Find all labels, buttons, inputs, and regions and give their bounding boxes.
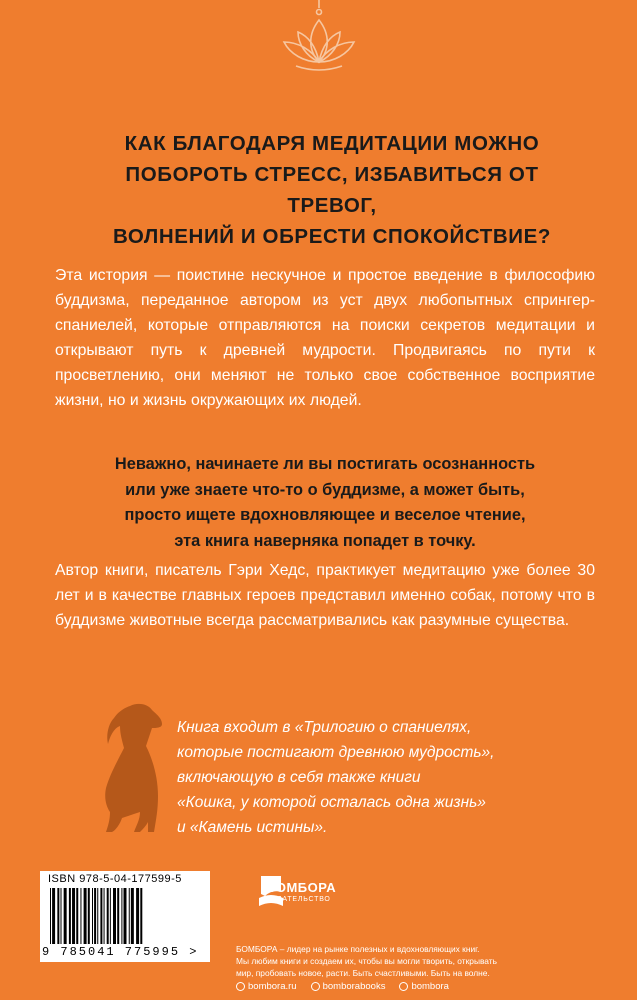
barcode-bar (107, 888, 109, 944)
social-website-label: bombora.ru (248, 981, 297, 992)
social-vk[interactable] (311, 981, 386, 992)
ean-digits: 9 785041 775995 > (42, 945, 199, 959)
author-paragraph: Автор книги, писатель Гэри Хедс, практикует медитацию уже более 30 лет и в качестве главных героев представил именно собак, потому что в буддизме животные всегда рассматривались как разумные существа. (55, 562, 595, 629)
isbn-text: ISBN 978-5-04-177599-5 (48, 873, 182, 885)
highlight-line: просто ищете вдохновляющее и веселое чтение, (124, 506, 526, 524)
headline-line: ПОБОРОТЬ СТРЕСС, ИЗБАВИТЬСЯ ОТ ТРЕВОГ, (125, 163, 539, 217)
barcode-bar (84, 888, 87, 944)
barcode-bar (140, 888, 142, 944)
tagline-line: БОМБОРА – лидер на рынке полезных и вдохновляющих книг. (236, 944, 480, 954)
series-line: включающую в себя также книги (177, 769, 421, 786)
barcode-bar (80, 888, 81, 944)
social-vk-label: bomborabooks (322, 981, 386, 992)
social-website[interactable] (236, 981, 297, 992)
highlight-paragraph (55, 452, 595, 554)
barcode-box (40, 871, 210, 962)
social-icon (399, 982, 408, 991)
series-line: которые постигают древнюю мудрость», (177, 744, 495, 761)
description-paragraph: Эта история — поистине нескучное и простое введение в философию буддизма, переданное автором из уст двух любопытных спрингер-спаниелей, которые отправляются на поиски секретов медитации и открывают путь к древней мудрости. Продвигаясь по пути к просветлению, они меняют не только свое собственное восприятие жизни, но и жизнь окружающих их людей. (55, 267, 595, 409)
highlight-line: Неважно, начинаете ли вы постигать осознанность (114, 455, 536, 473)
tagline-line: мир, пробовать новое, расти. Быть счастливыми. Быть на волне. (236, 968, 490, 978)
publisher-tagline (236, 943, 626, 979)
barcode-bar (88, 888, 90, 944)
barcode-bar (97, 888, 98, 944)
publisher-name: БОМБОРА (266, 880, 337, 895)
barcode-bar (100, 888, 102, 944)
publisher-subtitle: ИЗДАТЕЛЬСТВО (266, 896, 331, 903)
barcode-bar (64, 888, 67, 944)
barcode-bar (121, 888, 122, 944)
barcode-bar (104, 888, 105, 944)
barcode-bar (50, 888, 51, 944)
website-icon (236, 982, 245, 991)
headline (82, 128, 582, 252)
series-line: и «Камень истины». (177, 819, 328, 836)
barcode-bar (69, 888, 71, 944)
barcode-bar (113, 888, 116, 944)
vk-icon (311, 982, 320, 991)
headline-line: КАК БЛАГОДАРЯ МЕДИТАЦИИ МОЖНО (124, 132, 540, 155)
barcode-bar (94, 888, 96, 944)
barcode-bar (129, 888, 130, 944)
barcode-bars (50, 888, 200, 944)
barcode-bar (92, 888, 93, 944)
barcode-bar (131, 888, 134, 944)
barcode-bar (52, 888, 55, 944)
series-line: «Кошка, у которой осталась одна жизнь» (177, 794, 486, 811)
barcode-bar (61, 888, 62, 944)
barcode-bar (76, 888, 78, 944)
social-other[interactable] (399, 981, 449, 992)
barcode-bar (110, 888, 111, 944)
barcode-bar (117, 888, 119, 944)
dog-silhouette-icon (100, 700, 164, 840)
tagline-line: Мы любим книги и создаем их, чтобы вы могли творить, открывать (236, 956, 497, 966)
barcode-bar (124, 888, 127, 944)
lotus-icon (268, 0, 370, 82)
barcode-bar (72, 888, 75, 944)
highlight-line: или уже знаете что-то о буддизме, а может быть, (125, 480, 525, 499)
highlight-line: эта книга наверняка попадет в точку. (174, 531, 476, 550)
social-links (236, 981, 449, 992)
series-line: Книга входит в «Трилогию о спаниелях, (177, 719, 472, 736)
social-other-label: bombora (411, 981, 449, 992)
barcode-bar (57, 888, 59, 944)
headline-line: ВОЛНЕНИЙ И ОБРЕСТИ СПОКОЙСТВИЕ? (112, 225, 552, 248)
series-note (177, 715, 537, 840)
barcode-bar (136, 888, 139, 944)
